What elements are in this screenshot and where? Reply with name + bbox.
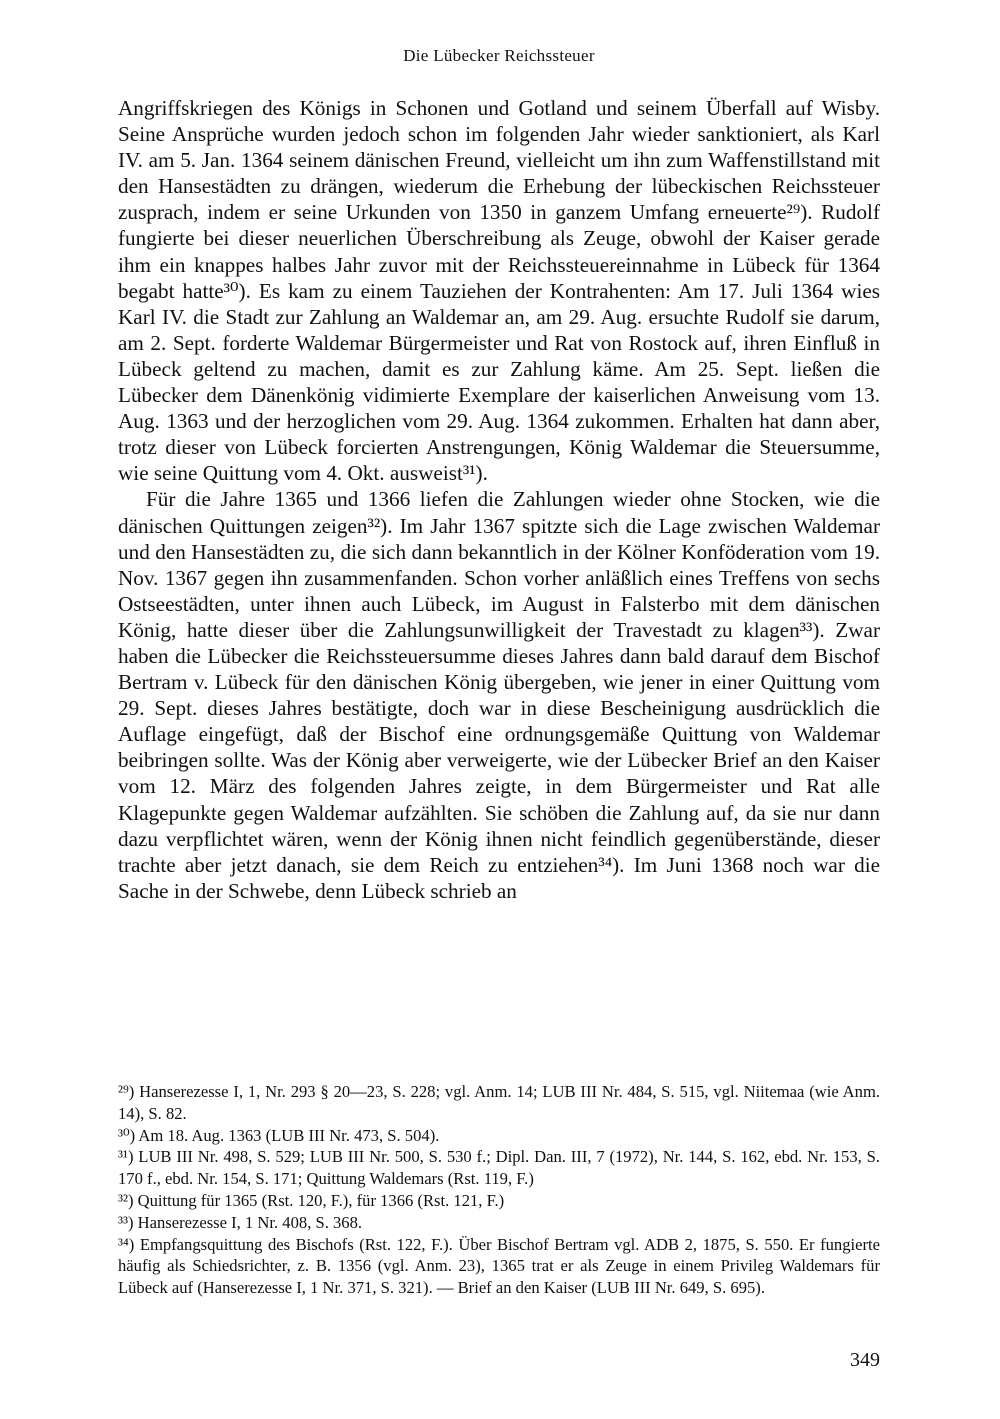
footnote-31: ³¹) LUB III Nr. 498, S. 529; LUB III Nr. 500, S. 530 f.; Dipl. Dan. III, 7 (1972), Nr. 144, S. 162, ebd. Nr. 153, S. 170 f., ebd. Nr. 154, S. 171; Quittung Waldemars (Rst. 119, F.) (118, 1147, 880, 1189)
main-text (118, 95, 880, 904)
paragraph: Für die Jahre 1365 und 1366 liefen die Zahlungen wieder ohne Stocken, wie die dänischen Quittungen zeigen³²). Im Jahr 1367 spitzte sich die Lage zwischen Waldemar und den Hansestädten zu, die sich dann bekanntlich in der Kölner Konföderation vom 19. Nov. 1367 gegen ihn zusammenfanden. Schon vorher anläßlich eines Treffens von sechs Ostseestädten, unter ihnen auch Lübeck, im August in Falsterbo mit dem dänischen König, hatte dieser über die Zahlungsunwilligkeit der Travestadt zu klagen³³). Zwar haben die Lübecker die Reichssteuersumme dieses Jahres dann bald darauf dem Bischof Bertram v. Lübeck für den dänischen König übergeben, wie jener in einer Quittung vom 29. Sept. dieses Jahres bestätigte, doch war in diese Bescheinigung ausdrücklich die Auflage eingefügt, daß der Bischof eine ordnungsgemäße Quittung von Waldemar beibringen sollte. Was der König aber verweigerte, wie der Lübecker Brief an den Kaiser vom 12. März des folgenden Jahres zeigte, in dem Bürgermeister und Rat alle Klagepunkte gegen Waldemar aufzählten. Sie schöben die Zahlung auf, da sie nur dann dazu verpflichtet wären, wenn der König ihnen nicht feindlich gegenüberstände, dieser trachte aber jetzt danach, sie dem Reich zu entziehen³⁴). Im Juni 1368 noch war die Sache in der Schwebe, denn Lübeck schrieb an (118, 487, 880, 903)
footnote-32: ³²) Quittung für 1365 (Rst. 120, F.), für 1366 (Rst. 121, F.) (118, 1190, 505, 1210)
footnote-34: ³⁴) Empfangsquittung des Bischofs (Rst. 122, F.). Über Bischof Bertram vgl. ADB 2, 1875, S. 550. Er fungierte häufig als Schiedsrichter, z. B. 1356 (vgl. Anm. 23), 1365 trat er als Zeuge in einem Privileg Waldemars für Lübeck auf (Hanserezesse I, 1 Nr. 371, S. 321). — Brief an den Kaiser (LUB III Nr. 649, S. 695). (118, 1234, 880, 1298)
running-head: Die Lübecker Reichssteuer (403, 46, 595, 65)
footnote-33: ³³) Hanserezesse I, 1 Nr. 408, S. 368. (118, 1212, 363, 1232)
footnote-29: ²⁹) Hanserezesse I, 1, Nr. 293 § 20—23, S. 228; vgl. Anm. 14; LUB III Nr. 484, S. 515, vgl. Niitemaa (wie Anm. 14), S. 82. (118, 1082, 880, 1123)
paragraph: Angriffskriegen des Königs in Schonen und Gotland und seinem Überfall auf Wisby. Seine Ansprüche wurden jedoch schon im folgenden Jahr wieder sanktioniert, als Karl IV. am 5. Jan. 1364 seinem dänischen Freund, vielleicht um ihn zum Waffenstillstand mit den Hansestädten zu drängen, wiederum die Erhebung der lübeckischen Reichssteuer zusprach, indem er seine Urkunden von 1350 in ganzem Umfang erneuerte²⁹). Rudolf fungierte bei dieser neuerlichen Überschreibung als Zeuge, obwohl der Kaiser gerade ihm ein knappes halbes Jahr zuvor mit der Reichssteuereinnahme in Lübeck für 1364 begabt hatte³⁰). Es kam zu einem Tauziehen der Kontrahenten: Am 17. Juli 1364 wies Karl IV. die Stadt zur Zahlung an Waldemar an, am 29. Aug. ersuchte Rudolf sie darum, am 2. Sept. forderte Waldemar Bürgermeister und Rat von Rostock auf, ihren Einfluß in Lübeck geltend zu machen, damit es zur Zahlung käme. Am 25. Sept. ließen die Lübecker dem Dänenkönig vidimierte Exemplare der kaiserlichen Anweisung vom 13. Aug. 1363 und der herzoglichen vom 29. Aug. 1364 zukommen. Erhalten hat dann aber, trotz dieser von Lübeck forcierten Anstrengungen, König Waldemar die Steuersumme, wie seine Quittung vom 4. Okt. ausweist³¹). (118, 96, 880, 486)
footnote-30: ³⁰) Am 18. Aug. 1363 (LUB III Nr. 473, S. 504). (118, 1125, 440, 1145)
page-number: 349 (850, 1349, 880, 1371)
footnotes (118, 1081, 880, 1299)
